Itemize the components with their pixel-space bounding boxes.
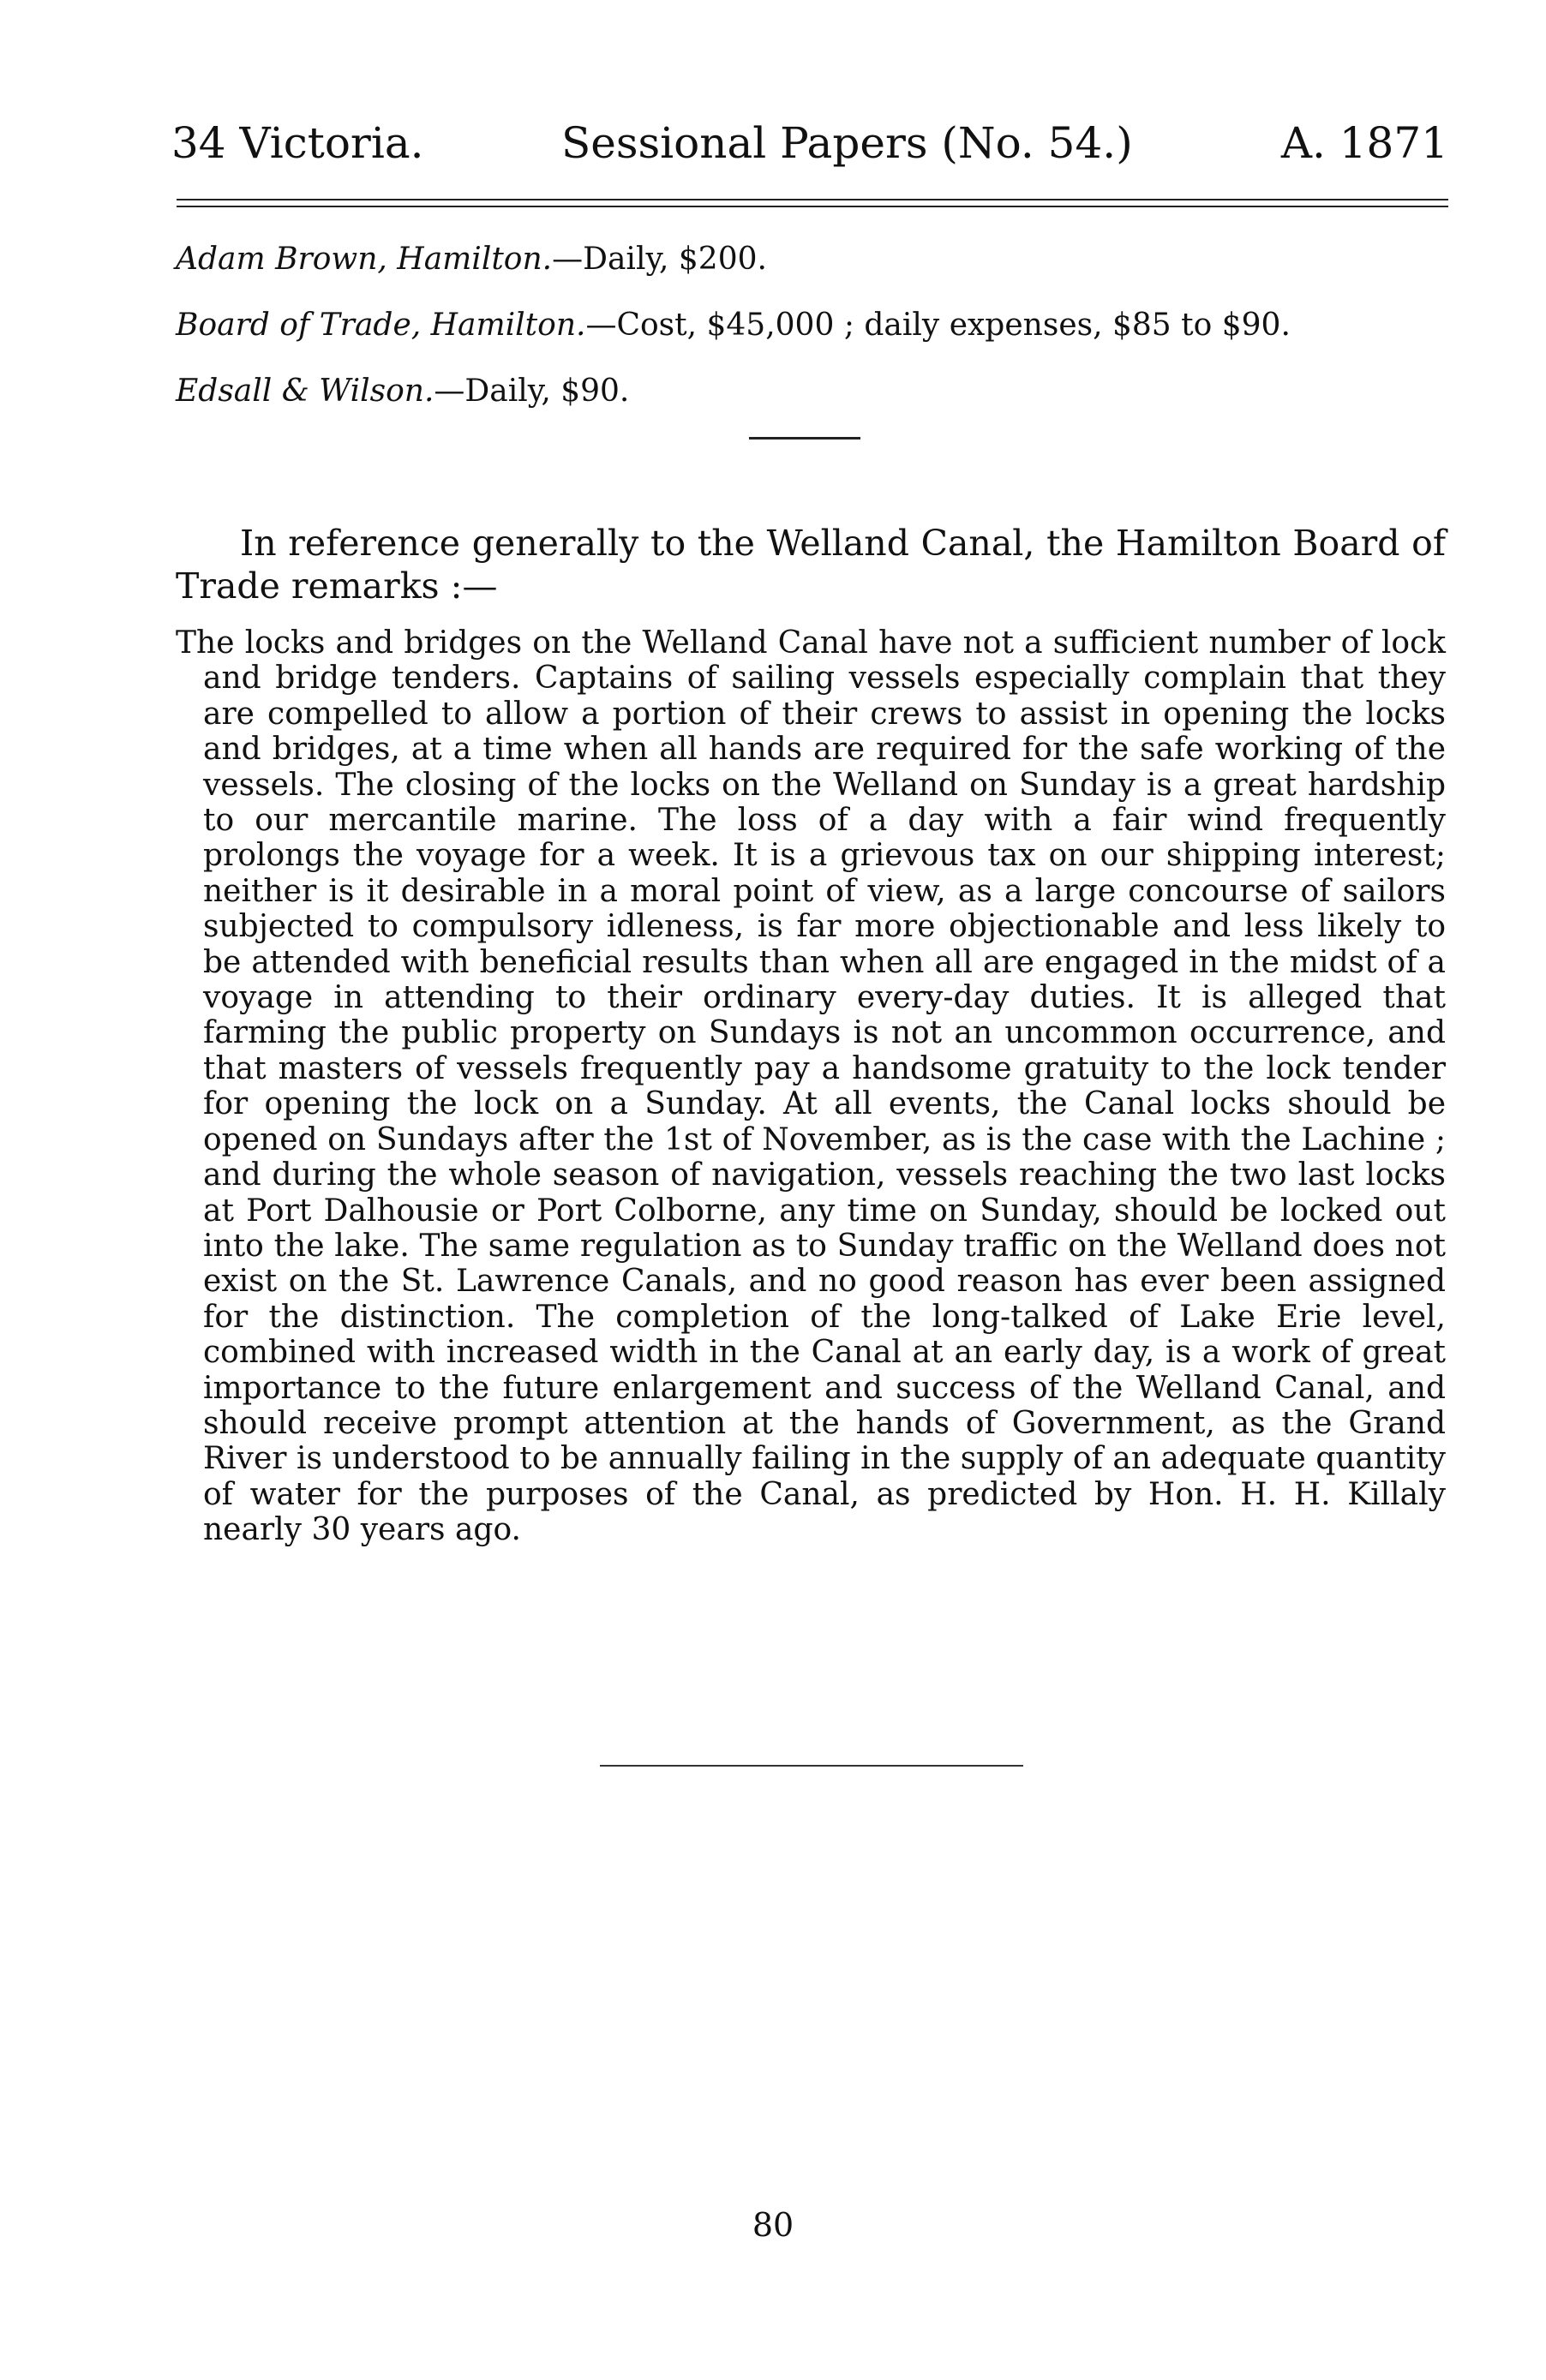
entry-name: Adam Brown, Hamilton. bbox=[176, 242, 553, 277]
entry-name: Edsall & Wilson. bbox=[176, 374, 434, 409]
header-volume: 34 Victoria. bbox=[171, 118, 424, 168]
entry-name: Board of Trade, Hamilton. bbox=[176, 308, 586, 343]
page-number: 80 bbox=[752, 2206, 794, 2244]
quoted-paragraph: The locks and bridges on the Welland Canal have not a sufficient number of lock and bridge tenders. Captains of sailing vessels especially complain that they are compelled to allow a portion of their crews to assist in opening the locks and bridges, at a time when all hands are required for the safe working of the vessels. The closing of the locks on the Welland on Sunday is a great hardship to our mercantile marine. The loss of a day with a fair wind frequently prolongs the voyage for a week. It is a grievous tax on our shipping interest; neither is it desirable in a moral point of view, as a large concourse of sailors subjected to compulsory idleness, is far more objectionable and less likely to be attended with beneficial results than when all are engaged in the midst of a voyage in attending to their ordinary every-day duties. It is alleged that farming the public property on Sundays is not an uncommon occurrence, and that masters of vessels frequently pay a handsome gratuity to the lock tender for opening the lock on a Sunday. At all events, the Canal locks should be opened on Sundays after the 1st of November, as is the case with the Lachine ; and during the whole season of navigation, vessels reaching the two last locks at Port Dalhousie or Port Colborne, any time on Sunday, should be locked out into the lake. The same regulation as to Sunday traffic on the Welland does not exist on the St. Lawrence Canals, and no good reason has ever been assigned for the distinction. The completion of the long-talked of Lake Erie level, combined with increased width in the Canal at an early day, is a work of great importance to the future enlargement and success of the Welland Canal, and should receive prompt attention at the hands of Government, as the Grand River is understood to be annually failing in the supply of an adequate quantity of water for the purposes of the Canal, as predicted by Hon. H. H. Killaly nearly 30 years ago. bbox=[176, 625, 1446, 1548]
header-title: Sessional Papers (No. 54.) bbox=[561, 118, 1133, 168]
end-rule bbox=[600, 1765, 1023, 1767]
running-header bbox=[171, 113, 1448, 173]
section-divider bbox=[749, 437, 860, 440]
header-year: A. 1871 bbox=[1280, 118, 1448, 168]
header-rule-top bbox=[177, 199, 1448, 200]
entry-line bbox=[176, 306, 1291, 345]
intro-paragraph: In reference generally to the Welland Canal, the Hamilton Board of Trade remarks :— bbox=[176, 523, 1446, 607]
header-rule-bottom bbox=[177, 206, 1448, 207]
entry-detail: —Daily, $90. bbox=[434, 374, 630, 409]
entry-detail: —Daily, $200. bbox=[552, 242, 767, 277]
entry-detail: —Cost, $45,000 ; daily expenses, $85 to $90. bbox=[585, 308, 1291, 343]
entry-line bbox=[176, 240, 767, 279]
entry-line bbox=[176, 372, 629, 411]
